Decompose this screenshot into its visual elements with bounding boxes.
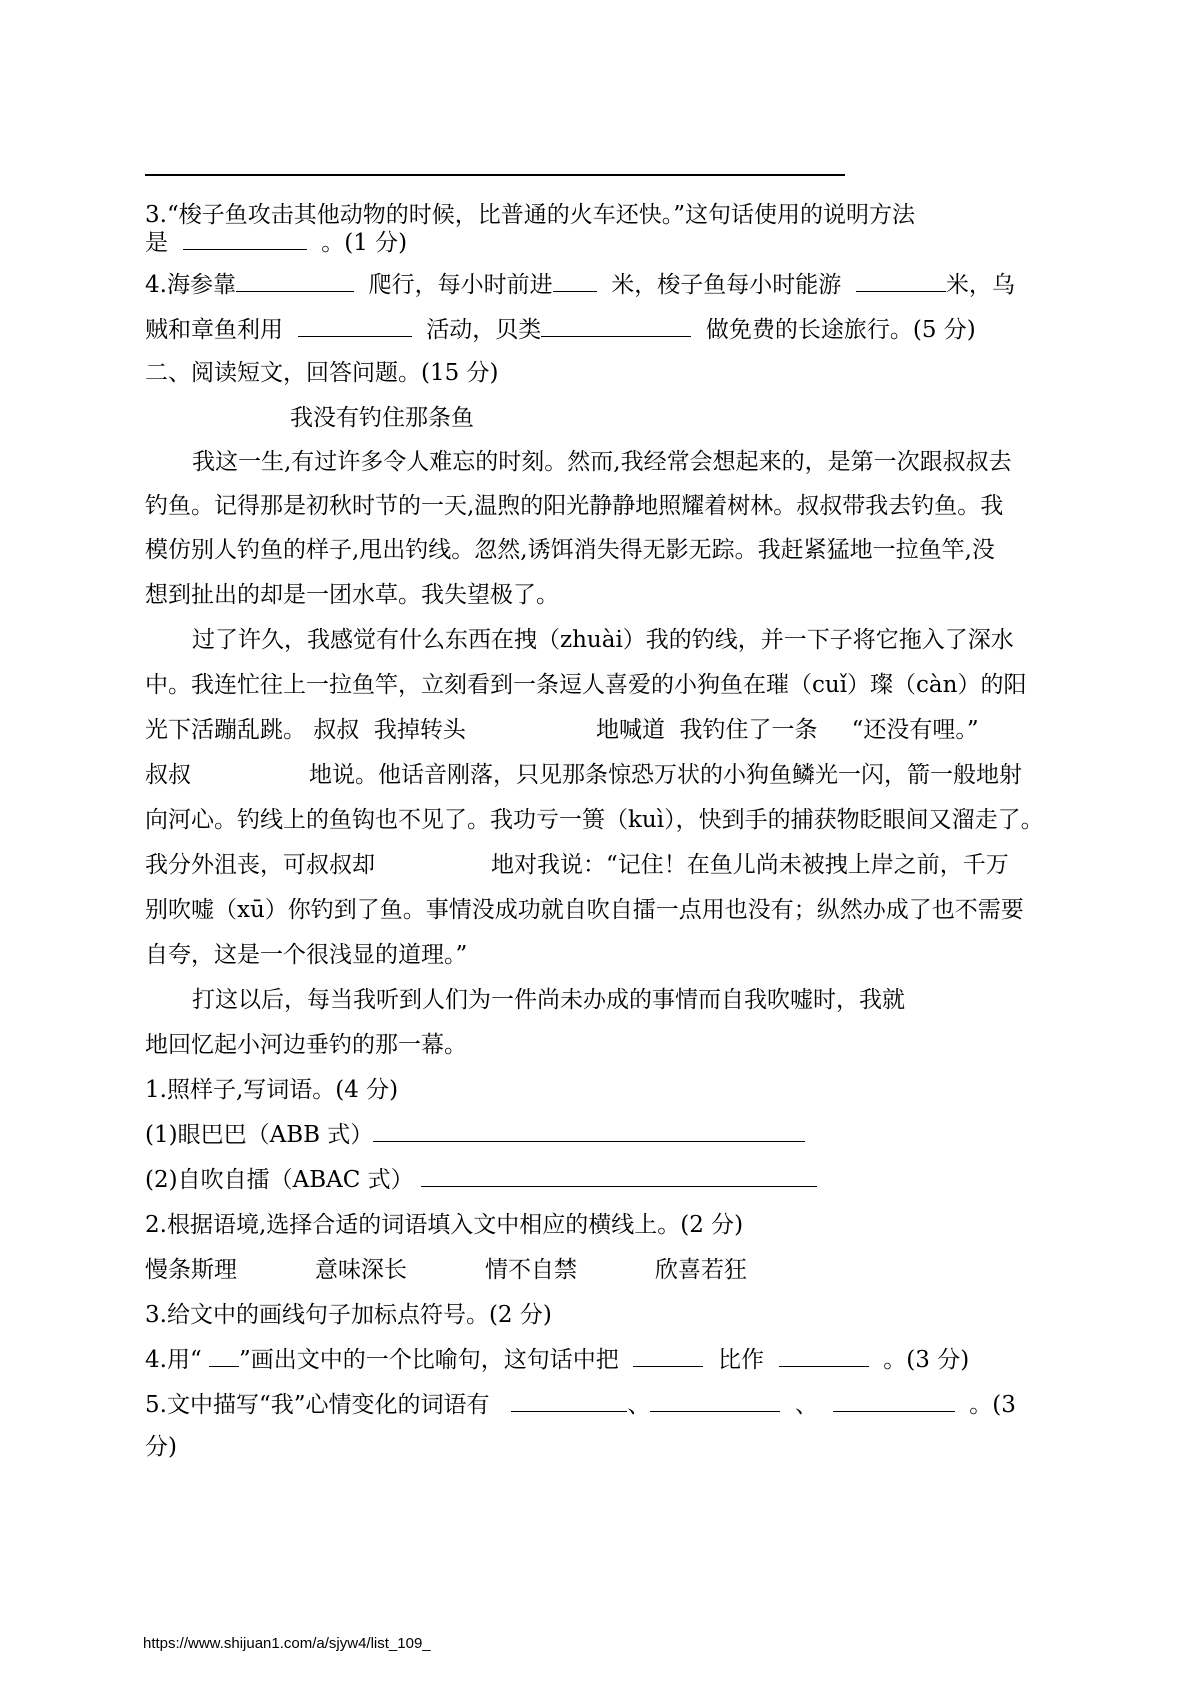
answer-blank[interactable] bbox=[833, 1391, 955, 1412]
passage-p1-line1: 我这一生,有过许多令人难忘的时刻。然而,我经常会想起来的，是第一次跟叔叔去 bbox=[192, 449, 1012, 475]
answer-blank[interactable] bbox=[209, 1346, 239, 1367]
answer-line bbox=[145, 174, 845, 176]
passage-p3-line2: 地回忆起小河边垂钓的那一幕。 bbox=[145, 1032, 467, 1058]
answer-blank[interactable] bbox=[183, 229, 307, 250]
q4-line1: 4.海参靠 爬行，每小时前进 米，梭子鱼每小时能游 米，乌 bbox=[145, 272, 1015, 298]
passage-p2-line1: 过了许久，我感觉有什么东西在拽（zhuài）我的钓线，并一下子将它拖入了深水 bbox=[192, 627, 1014, 653]
question-3: 3.给文中的画线句子加标点符号。(2 分) bbox=[145, 1302, 552, 1328]
answer-blank[interactable] bbox=[298, 316, 412, 337]
q3-line2: 是 。(1 分) bbox=[145, 230, 408, 256]
footer-url: https://www.shijuan1.com/a/sjyw4/list_109_ bbox=[143, 1635, 431, 1652]
word-choice: 慢条斯理 bbox=[145, 1257, 237, 1283]
answer-blank[interactable] bbox=[779, 1346, 869, 1367]
passage-p1-line2: 钓鱼。记得那是初秋时节的一天,温煦的阳光静静地照耀着树林。叔叔带我去钓鱼。我 bbox=[145, 493, 1004, 519]
passage-p2-line2: 中。我连忙往上一拉鱼竿，立刻看到一条逗人喜爱的小狗鱼在璀（cuǐ）璨（càn）的阳 bbox=[145, 672, 1027, 698]
passage-p2-line5: 向河心。钓线上的鱼钩也不见了。我功亏一篑（kuì），快到手的捕获物眨眼间又溜走了。 bbox=[145, 807, 1044, 833]
question-1a: (1)眼巴巴（ABB 式） bbox=[145, 1120, 805, 1150]
word-choice: 情不自禁 bbox=[485, 1257, 577, 1283]
passage-p1-line4: 想到扯出的却是一团水草。我失望极了。 bbox=[145, 582, 559, 608]
section2-heading: 二、阅读短文，回答问题。(15 分) bbox=[145, 360, 499, 386]
word-choices bbox=[145, 1255, 747, 1285]
q4-line2: 贼和章鱼利用 活动，贝类 做免费的长途旅行。(5 分) bbox=[145, 317, 976, 343]
answer-blank[interactable] bbox=[553, 271, 597, 292]
passage-p2-line4: 叔叔 地说。他话音刚落，只见那条惊恐万状的小狗鱼鳞光一闪，箭一般地射 bbox=[145, 762, 1022, 788]
passage-p2-line6: 我分外沮丧，可叔叔却 地对我说：“记住！在鱼儿尚未被拽上岸之前，千万 bbox=[145, 852, 1009, 878]
answer-blank[interactable] bbox=[421, 1166, 817, 1187]
passage-p1-line3: 模仿别人钓鱼的样子,甩出钓线。忽然,诱饵消失得无影无踪。我赶紧猛地一拉鱼竿,没 bbox=[145, 537, 995, 563]
word-choice: 意味深长 bbox=[315, 1257, 407, 1283]
passage-p2-line3: 光下活蹦乱跳。 叔叔 我掉转头 地喊道 我钓住了一条 “还没有哩。” bbox=[145, 717, 979, 743]
passage-p2-line8: 自夸，这是一个很浅显的道理。” bbox=[145, 942, 468, 968]
passage-p3-line1: 打这以后，每当我听到人们为一件尚未办成的事情而自我吹嘘时，我就 bbox=[192, 987, 905, 1013]
answer-blank[interactable] bbox=[650, 1391, 780, 1412]
question-2: 2.根据语境,选择合适的词语填入文中相应的横线上。(2 分) bbox=[145, 1212, 744, 1238]
answer-blank[interactable] bbox=[373, 1121, 805, 1142]
answer-blank[interactable] bbox=[633, 1346, 703, 1367]
question-4: 4.用“ ”画出文中的一个比喻句，这句话中把 比作 。(3 分) bbox=[145, 1347, 970, 1373]
question-1b: (2)自吹自擂（ABAC 式） bbox=[145, 1165, 817, 1195]
answer-blank[interactable] bbox=[511, 1391, 627, 1412]
answer-blank[interactable] bbox=[236, 271, 354, 292]
question-5: 5.文中描写“我”心情变化的词语有 、 、 。(3 bbox=[145, 1392, 1016, 1418]
word-choice: 欣喜若狂 bbox=[655, 1257, 747, 1283]
q3-line1: 3.“梭子鱼攻击其他动物的时候，比普通的火车还快。”这句话使用的说明方法 bbox=[145, 202, 915, 228]
question-5-cont: 分) bbox=[145, 1434, 177, 1460]
answer-blank[interactable] bbox=[856, 271, 946, 292]
passage-p2-line7: 别吹嘘（xū）你钓到了鱼。事情没成功就自吹自擂一点用也没有；纵然办成了也不需要 bbox=[145, 897, 1024, 923]
question-1: 1.照样子,写词语。(4 分) bbox=[145, 1077, 399, 1103]
answer-blank[interactable] bbox=[541, 316, 691, 337]
passage-title: 我没有钓住那条鱼 bbox=[290, 405, 474, 431]
